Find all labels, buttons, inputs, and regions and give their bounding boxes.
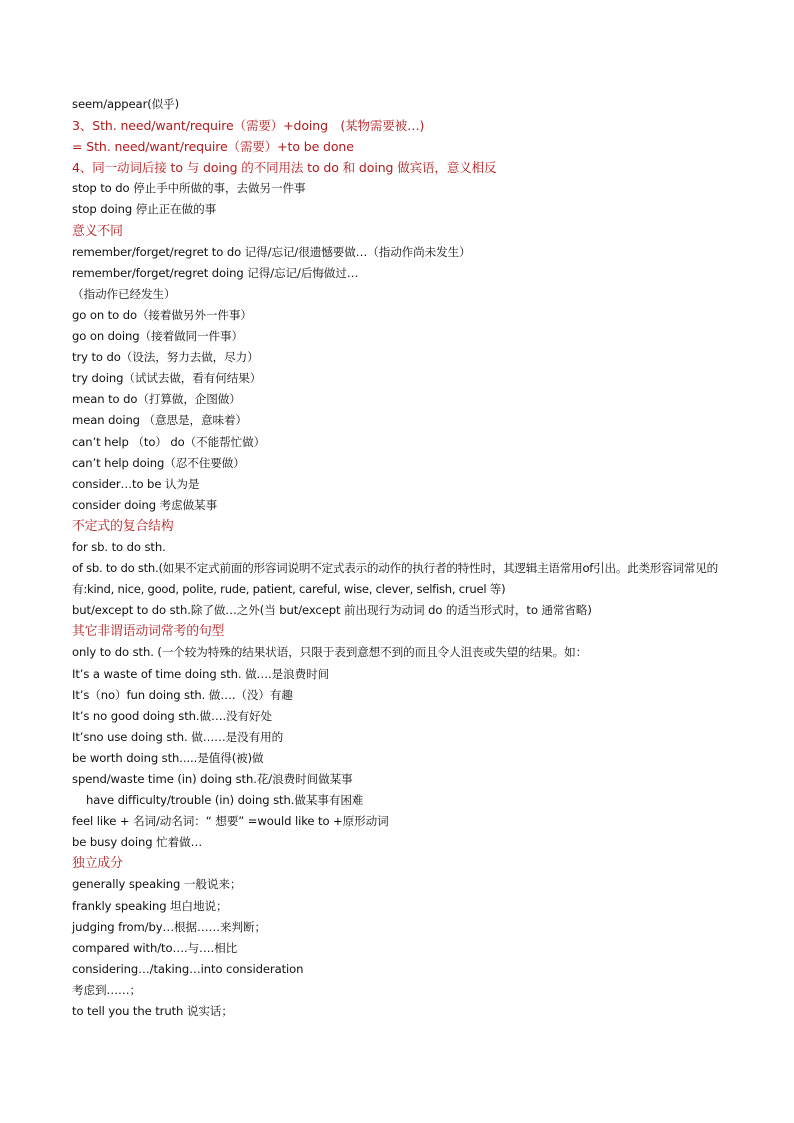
- text-line: mean doing （意思是，意味着）: [72, 413, 247, 428]
- text-line: try to do（设法，努力去做，尽力）: [72, 350, 259, 365]
- text-line: but/except to do sth.除了做…之外(当 but/except 前出现行为动词 do 的适当形式时，to 通常省略): [72, 603, 592, 618]
- text-line: It’s a waste of time doing sth. 做….是浪费时间: [72, 666, 330, 681]
- text-line: to tell you the truth 说实话；: [72, 1004, 233, 1019]
- text-line: of sb. to do sth.(如果不定式前面的形容词说明不定式表示的动作的执行者的特性时，其逻辑主语常用of引出。此类形容词常见的有:kind, nice, good, polite, rude, patient, careful, wise, clever, selfish, cruel 等): [72, 561, 718, 597]
- text-line: have difficulty/trouble (in) doing sth.做某事有困难: [86, 793, 364, 808]
- text-line: generally speaking 一般说来；: [72, 877, 242, 892]
- section-heading: 其它非谓语动词常考的句型: [72, 624, 225, 640]
- text-line: It’s（no）fun doing sth. 做….（没）有趣: [72, 687, 293, 702]
- text-line: go on doing（接着做同一件事）: [72, 329, 243, 344]
- section-heading: 独立成分: [72, 856, 123, 872]
- text-line: It’s no good doing sth.做….没有好处: [72, 708, 273, 723]
- text-line: 考虑到……；: [72, 982, 141, 997]
- text-line: only to do sth. (一个较为特殊的结果状语，只限于表到意想不到的而且令人沮丧或失望的结果。如：: [72, 645, 588, 660]
- text-line: mean to do（打算做，企图做）: [72, 392, 241, 407]
- text-line: remember/forget/regret to do 记得/忘记/很遗憾要做…（指动作尚未发生）: [72, 244, 471, 259]
- text-line: judging from/by…根据……来判断；: [72, 919, 266, 934]
- text-line: be busy doing 忙着做…: [72, 835, 203, 850]
- text-line: be worth doing sth.....是值得(被)做: [72, 750, 264, 765]
- text-line: stop doing 停止正在做的事: [72, 202, 217, 217]
- text-line: It’sno use doing sth. 做……是没有用的: [72, 729, 284, 744]
- text-line: can’t help doing（忍不住要做）: [72, 455, 245, 470]
- text-line: 4、同一动词后接 to 与 doing 的不同用法 to do 和 doing 做宾语，意义相反: [72, 160, 497, 176]
- text-line: feel like + 名词/动名词：“ 想要” =would like to +原形动词: [72, 814, 389, 829]
- text-line: considering…/taking…into consideration: [72, 961, 304, 976]
- text-line: spend/waste time (in) doing sth.花/浪费时间做某事: [72, 772, 353, 786]
- document-body: [72, 94, 732, 1022]
- text-line: consider…to be 认为是: [72, 476, 200, 491]
- text-line: 3、Sth. need/want/require（需要）+doing (某物需要被…): [72, 118, 425, 134]
- text-line: try doing（试试去做，看有何结果）: [72, 371, 262, 386]
- text-line: for sb. to do sth.: [72, 539, 166, 554]
- text-line: seem/appear(似乎): [72, 97, 180, 111]
- text-line: （指动作已经发生）: [72, 286, 176, 301]
- text-line: go on to do（接着做另外一件事）: [72, 307, 252, 322]
- section-heading: 不定式的复合结构: [72, 518, 174, 534]
- section-heading: 意义不同: [72, 223, 123, 239]
- text-line: can’t help （to） do（不能帮忙做）: [72, 434, 266, 449]
- text-line: consider doing 考虑做某事: [72, 497, 218, 512]
- text-line: compared with/to….与….相比: [72, 940, 238, 955]
- text-line: = Sth. need/want/require（需要）+to be done: [72, 139, 354, 155]
- text-line: stop to do 停止手中所做的事，去做另一件事: [72, 181, 306, 196]
- text-line: frankly speaking 坦白地说；: [72, 898, 228, 913]
- text-line: remember/forget/regret doing 记得/忘记/后悔做过…: [72, 265, 359, 280]
